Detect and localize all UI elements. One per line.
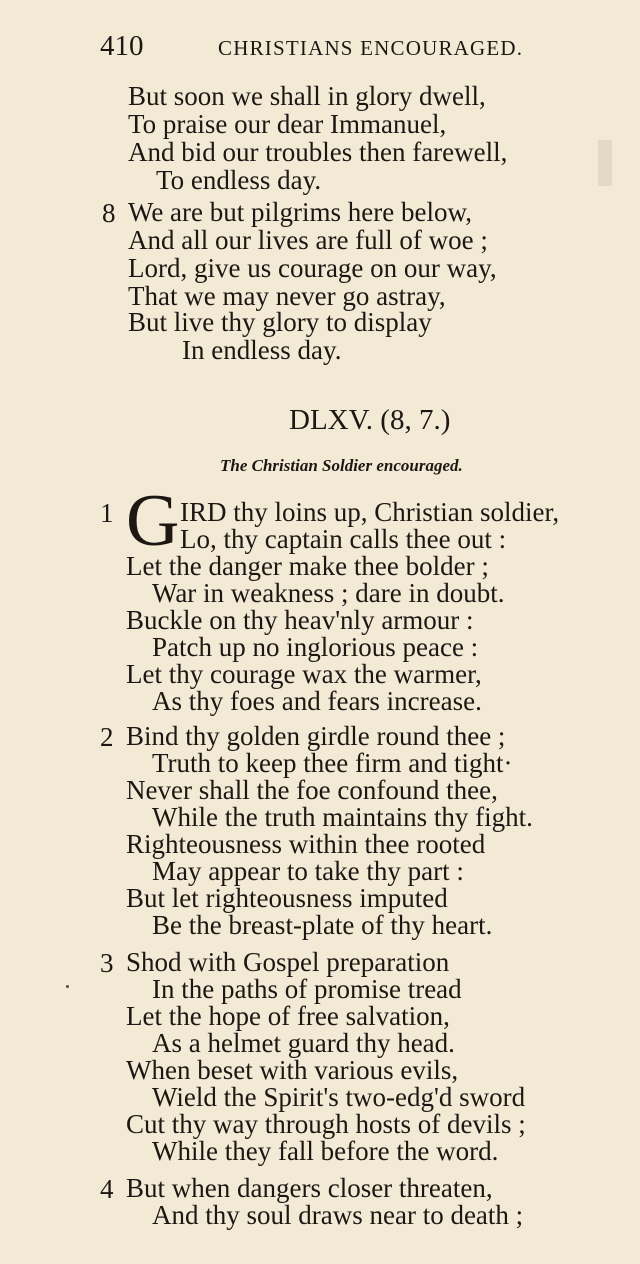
- running-title: CHRISTIANS ENCOURAGED.: [218, 36, 524, 60]
- stanza-number: 4: [100, 1174, 114, 1204]
- verse-line: To praise our dear Immanuel,: [128, 109, 447, 139]
- stanza-number: 2: [100, 722, 114, 752]
- hymn-number: DLXV. (8, 7.): [289, 404, 451, 436]
- verse-line: While the truth maintains thy fight.: [152, 802, 533, 832]
- verse-line: As thy foes and fears increase.: [152, 686, 482, 716]
- verse-line: Wield the Spirit's two-edg'd sword: [152, 1082, 526, 1112]
- verse-line: Never shall the foe confound thee,: [126, 775, 498, 805]
- verse-line: Shod with Gospel preparation: [126, 947, 450, 977]
- verse-line: Let the hope of free salvation,: [126, 1001, 450, 1031]
- verse-line: Bind thy golden girdle round thee ;: [126, 721, 506, 751]
- verse-line: War in weakness ; dare in doubt.: [152, 578, 505, 608]
- verse-line: But soon we shall in glory dwell,: [128, 81, 486, 111]
- verse-line: To endless day.: [156, 165, 322, 195]
- verse-line: Buckle on thy heav'nly armour :: [126, 605, 474, 635]
- stanza-number: 1: [100, 498, 114, 528]
- verse-line: In the paths of promise tread: [152, 974, 462, 1004]
- verse-line: May appear to take thy part :: [152, 856, 464, 886]
- verse-line: While they fall before the word.: [152, 1136, 499, 1166]
- verse-line: Righteousness within thee rooted: [126, 829, 486, 859]
- verse-line: When beset with various evils,: [126, 1055, 459, 1085]
- hymn-title: The Christian Soldier encouraged.: [220, 456, 463, 475]
- verse-line: Lord, give us courage on our way,: [128, 253, 497, 283]
- verse-line: Cut thy way through hosts of devils ;: [126, 1109, 526, 1139]
- drop-cap: G: [126, 480, 180, 562]
- verse-line: That we may never go astray,: [128, 281, 446, 311]
- paper-speck: [66, 985, 69, 988]
- verse-line: In endless day.: [182, 335, 342, 365]
- verse-line: But let righteousness imputed: [126, 883, 448, 913]
- verse-line: And all our lives are full of woe ;: [128, 225, 488, 255]
- verse-line: Let thy courage wax the warmer,: [126, 659, 482, 689]
- verse-line: Truth to keep thee firm and tight·: [152, 748, 513, 778]
- bleed-through-mark: [598, 140, 612, 186]
- verse-line: But when dangers closer threaten,: [126, 1173, 493, 1203]
- verse-line: We are but pilgrims here below,: [128, 197, 472, 227]
- stanza-number: 3: [100, 948, 114, 978]
- verse-line: Patch up no inglorious peace :: [152, 632, 479, 662]
- verse-line: And bid our troubles then farewell,: [128, 137, 508, 167]
- verse-line: IRD thy loins up, Christian soldier,: [180, 497, 560, 527]
- verse-line: Lo, thy captain calls thee out :: [180, 524, 507, 554]
- verse-line: And thy soul draws near to death ;: [152, 1200, 524, 1230]
- verse-line: Let the danger make thee bolder ;: [126, 551, 489, 581]
- page-number: 410: [100, 30, 144, 62]
- verse-line: As a helmet guard thy head.: [152, 1028, 455, 1058]
- verse-line: Be the breast-plate of thy heart.: [152, 910, 493, 940]
- stanza-number: 8: [102, 198, 116, 228]
- verse-line: But live thy glory to display: [128, 307, 432, 337]
